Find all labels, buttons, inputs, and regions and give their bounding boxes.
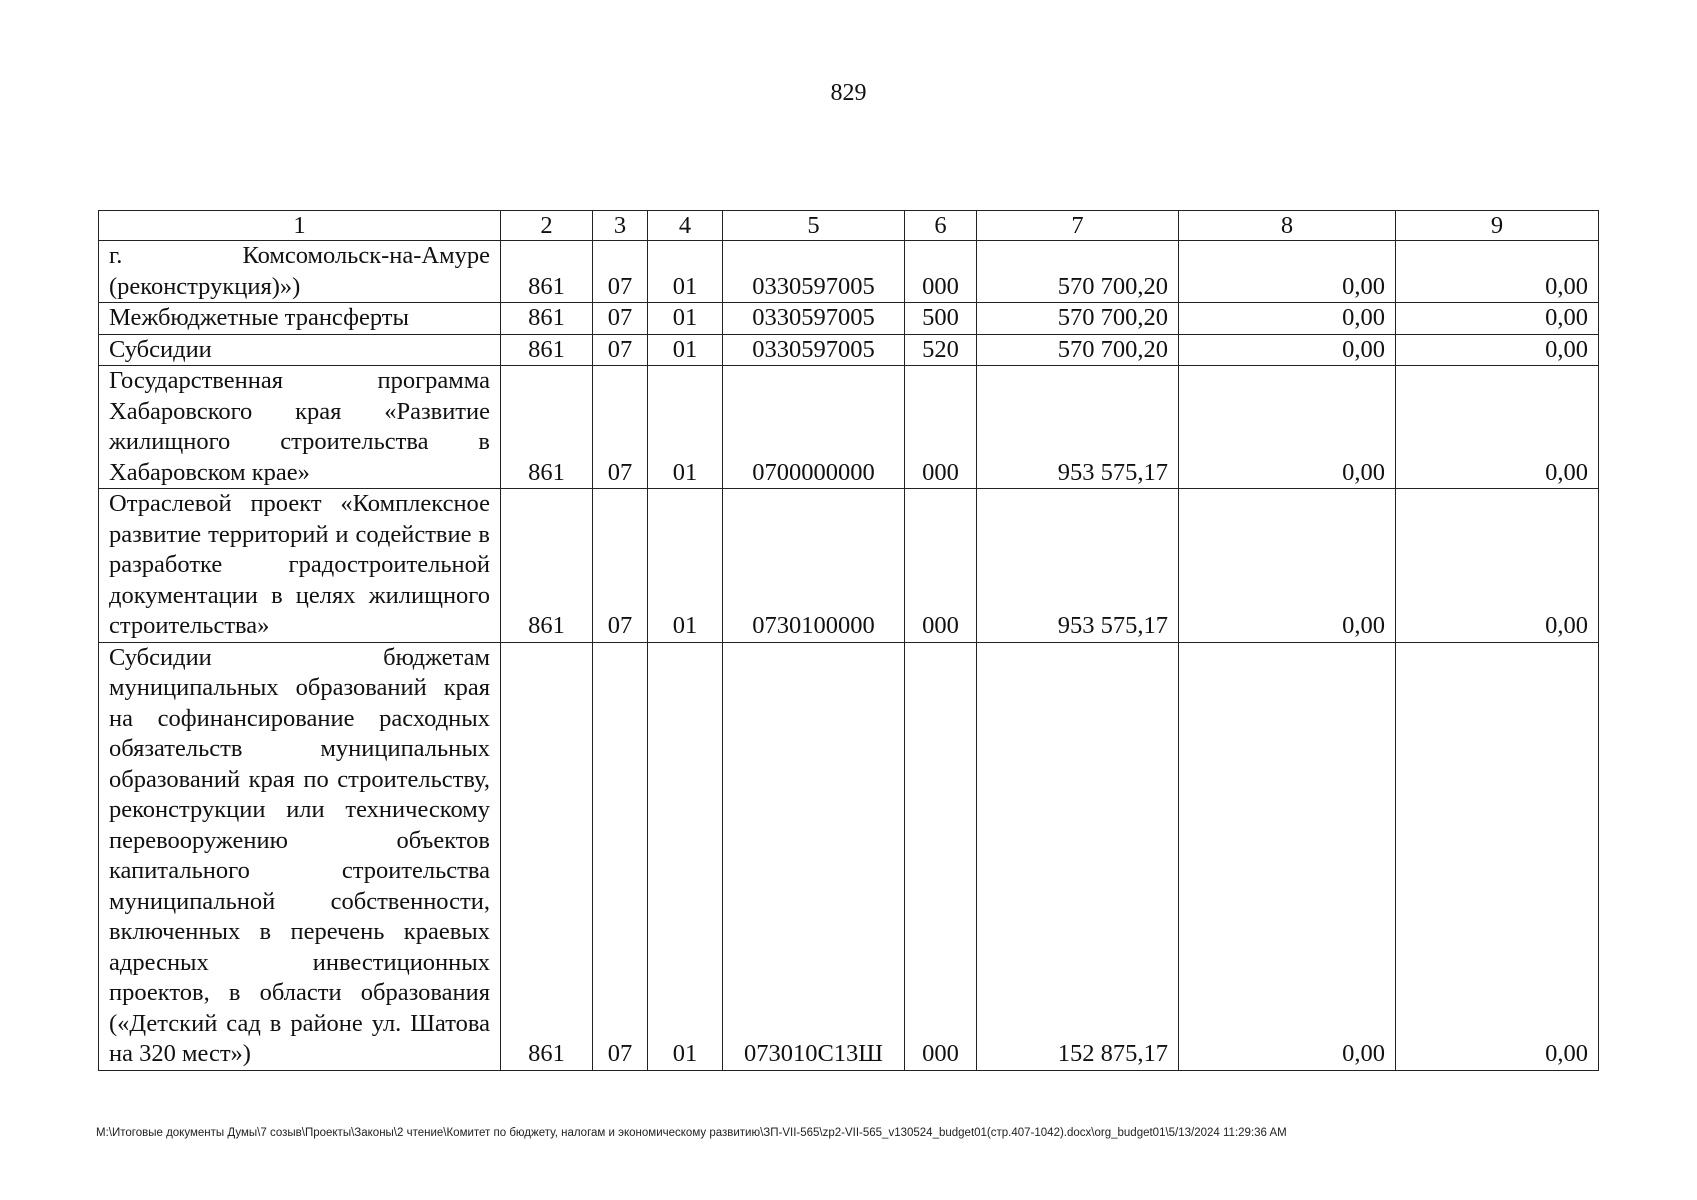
document-path-footer: M:\Итоговые документы Думы\7 созыв\Проекты\Законы\2 чтение\Комитет по бюджету, налогам и экономическому развитию\ЗП-VII-565\zp2-VII-565_v130524_budget01(стр.407-1042).docx\org_budget01\5/13/2024 11:29:36 AM (96, 1127, 1287, 1139)
cell-target-code: 0330597005 (723, 303, 905, 335)
cell-target-code: 0330597005 (723, 334, 905, 366)
column-number-row (99, 211, 1599, 241)
cell-expense-type: 520 (905, 334, 977, 366)
cell-amount: 0,00 (1179, 334, 1396, 366)
cell-amount: 0,00 (1179, 642, 1396, 1070)
column-header: 3 (593, 211, 648, 241)
cell-amount: 0,00 (1396, 303, 1599, 335)
cell-expense-type: 000 (905, 642, 977, 1070)
cell-grbs: 861 (501, 334, 593, 366)
cell-amount: 570 700,20 (977, 334, 1179, 366)
cell-subsection: 01 (648, 489, 723, 643)
row-name: Отраслевой проект «Комплексное развитие территорий и содействие в разработке градостроительной документации в целях жилищного строительства» (99, 489, 501, 643)
row-name: Государственная программа Хабаровского края «Развитие жилищного строительства в Хабаровском крае» (99, 366, 501, 489)
cell-amount: 0,00 (1179, 303, 1396, 335)
table-row (99, 241, 1599, 303)
budget-table (98, 210, 1599, 1071)
cell-section: 07 (593, 642, 648, 1070)
cell-grbs: 861 (501, 642, 593, 1070)
column-header: 4 (648, 211, 723, 241)
column-header: 6 (905, 211, 977, 241)
cell-expense-type: 000 (905, 366, 977, 489)
column-header: 1 (99, 211, 501, 241)
cell-grbs: 861 (501, 489, 593, 643)
cell-subsection: 01 (648, 642, 723, 1070)
cell-target-code: 0330597005 (723, 241, 905, 303)
cell-section: 07 (593, 489, 648, 643)
cell-grbs: 861 (501, 241, 593, 303)
row-name: Субсидии бюджетам муниципальных образований края на софинансирование расходных обязательств муниципальных образований края по строительству, реконструкции или техническому перевооружению объектов капитального строительства муниципальной собственности, включенных в перечень краевых адресных инвестиционных проектов, в области образования («Детский сад в районе ул. Шатова на 320 мест») (99, 642, 501, 1070)
cell-grbs: 861 (501, 303, 593, 335)
cell-section: 07 (593, 334, 648, 366)
cell-target-code: 0730100000 (723, 489, 905, 643)
cell-amount: 570 700,20 (977, 303, 1179, 335)
table-row (99, 642, 1599, 1070)
cell-target-code: 073010С13Ш (723, 642, 905, 1070)
cell-subsection: 01 (648, 241, 723, 303)
cell-amount: 953 575,17 (977, 366, 1179, 489)
table-row (99, 366, 1599, 489)
cell-amount: 0,00 (1179, 489, 1396, 643)
row-name: Субсидии (99, 334, 501, 366)
cell-amount: 0,00 (1396, 489, 1599, 643)
cell-amount: 0,00 (1396, 642, 1599, 1070)
row-name: г. Комсомольск-на-Амуре (реконструкция)») (99, 241, 501, 303)
table-row (99, 489, 1599, 643)
cell-amount: 0,00 (1179, 366, 1396, 489)
cell-amount: 953 575,17 (977, 489, 1179, 643)
cell-amount: 0,00 (1396, 366, 1599, 489)
cell-amount: 0,00 (1179, 241, 1396, 303)
column-header: 2 (501, 211, 593, 241)
column-header: 5 (723, 211, 905, 241)
column-header: 7 (977, 211, 1179, 241)
cell-expense-type: 000 (905, 241, 977, 303)
cell-amount: 152 875,17 (977, 642, 1179, 1070)
cell-grbs: 861 (501, 366, 593, 489)
cell-subsection: 01 (648, 303, 723, 335)
cell-expense-type: 500 (905, 303, 977, 335)
cell-amount: 0,00 (1396, 334, 1599, 366)
cell-subsection: 01 (648, 334, 723, 366)
cell-amount: 570 700,20 (977, 241, 1179, 303)
column-header: 8 (1179, 211, 1396, 241)
cell-target-code: 0700000000 (723, 366, 905, 489)
cell-expense-type: 000 (905, 489, 977, 643)
table-row (99, 303, 1599, 335)
column-header: 9 (1396, 211, 1599, 241)
cell-subsection: 01 (648, 366, 723, 489)
table-row (99, 334, 1599, 366)
cell-section: 07 (593, 241, 648, 303)
cell-section: 07 (593, 366, 648, 489)
page-number: 829 (830, 80, 867, 106)
row-name: Межбюджетные трансферты (99, 303, 501, 335)
cell-amount: 0,00 (1396, 241, 1599, 303)
cell-section: 07 (593, 303, 648, 335)
